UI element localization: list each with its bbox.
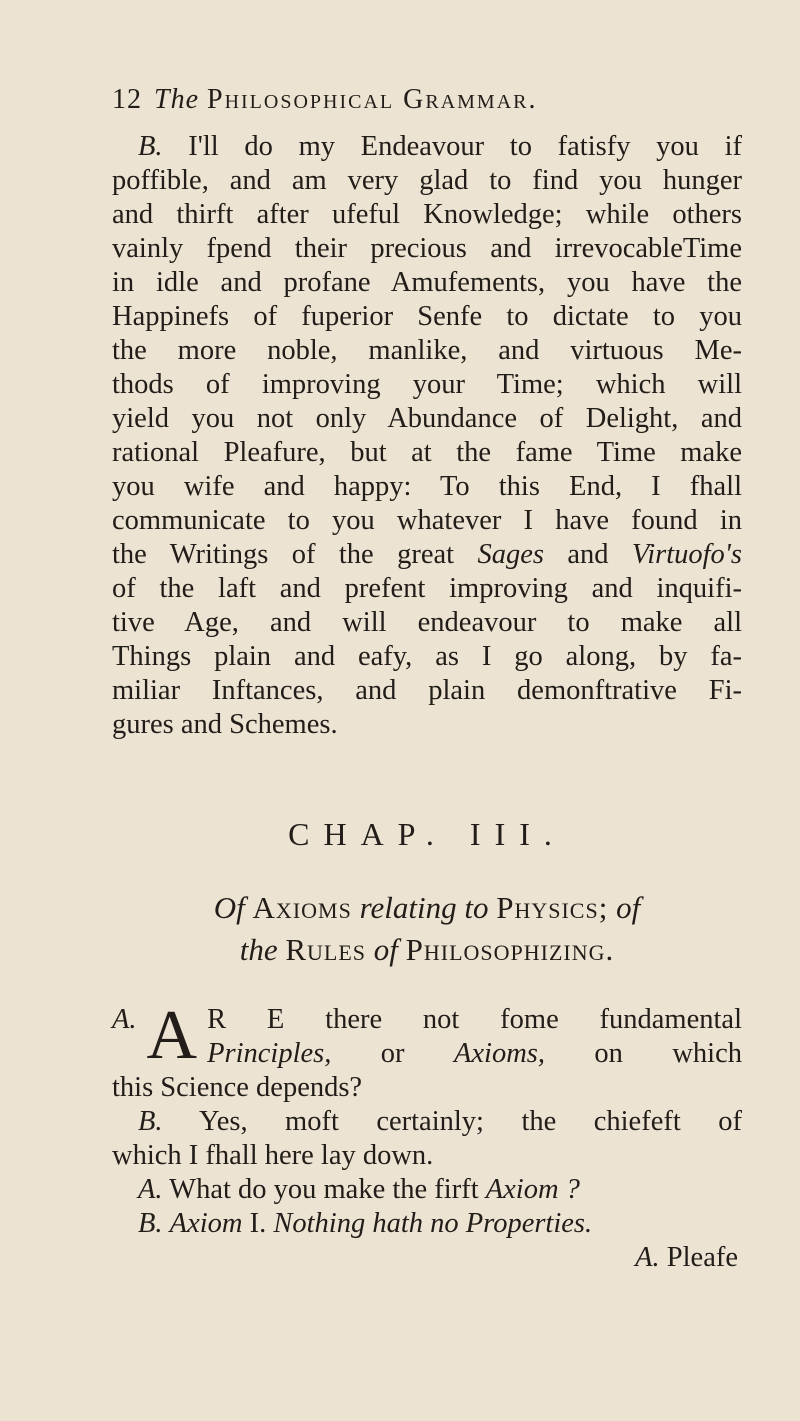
text-line: the more noble, manlike, and virtuous Me- (112, 335, 742, 366)
question-a1 (112, 997, 742, 1105)
italic-principles: Principles, (207, 1038, 332, 1069)
speaker-label: A. (635, 1242, 660, 1273)
heading-physics: Physics; (496, 890, 609, 925)
line-text: the Writings of the great (112, 539, 478, 570)
heading-of: Of (213, 890, 245, 925)
line-text: Yes, moft certainly; the chiefeft of (198, 1106, 742, 1137)
text-line: in idle and profane Amufements, you have the (112, 267, 742, 298)
text-line (112, 130, 742, 164)
chapter-heading (112, 887, 742, 971)
text-line: vainly fpend their precious and irrevocableTime (112, 233, 742, 264)
heading-philosophizing: Philosophizing. (405, 932, 615, 967)
line-text: R E there not fome fundamental (207, 1004, 742, 1035)
heading-rules: Rules (285, 932, 367, 967)
heading-line (112, 887, 742, 929)
italic-virtuosos: Virtuofo's (631, 539, 742, 570)
text-line: and thirft after ufeful Knowledge; while others (112, 199, 742, 230)
line-text: on which (545, 1038, 742, 1069)
text-line: which I fhall here lay down. (112, 1140, 434, 1171)
speaker-label: A. (138, 1174, 163, 1205)
chapter-label: CHAP. III. (288, 816, 566, 852)
text-line: you wife and happy: To this End, I fhall (112, 471, 742, 502)
drop-cap: A (146, 997, 198, 1074)
text-line: poffible, and am very glad to find you hunger (112, 165, 742, 196)
speaker-label: A. (112, 1004, 137, 1035)
text-line (112, 1037, 742, 1071)
text-line: of the laft and prefent improving and inquifi- (112, 573, 742, 604)
speaker-label: B. (138, 131, 163, 162)
dialogue-section (112, 997, 742, 1275)
catchword (112, 1241, 742, 1275)
heading-the: the (239, 932, 278, 967)
running-header (112, 84, 742, 116)
book-page (112, 84, 742, 1275)
heading-relating-to: relating to (359, 890, 489, 925)
text-line: yield you not only Abundance of Delight, and (112, 403, 742, 434)
speaker-label: B. (138, 1106, 163, 1137)
text-line: miliar Inftances, and plain demonftrative Fi- (112, 675, 742, 706)
text-line: rational Pleafure, but at the fame Time make (112, 437, 742, 468)
speaker-label: B. (138, 1208, 163, 1239)
line-text: I'll do my Endeavour to fatisfy you if (188, 131, 742, 162)
text-line: tive Age, and will endeavour to make all (112, 607, 742, 638)
italic-sages: Sages (477, 539, 544, 570)
answer-b1 (112, 1105, 742, 1173)
header-the: The (154, 84, 199, 115)
text-line (112, 1105, 742, 1139)
axiom-text: Nothing hath no Properties. (273, 1208, 593, 1239)
text-line: Things plain and eafy, as I go along, by fa- (112, 641, 742, 672)
question-a2 (112, 1173, 742, 1207)
answer-b2 (112, 1207, 742, 1241)
paragraph-b-reply (112, 130, 742, 742)
heading-of: of (373, 932, 398, 967)
heading-line (112, 929, 742, 971)
axiom-number: I. (242, 1208, 274, 1239)
text-line: this Science depends? (112, 1072, 363, 1103)
line-text: What do you make the firft (169, 1174, 486, 1205)
text-line: communicate to you whatever I have found in (112, 505, 742, 536)
italic-axiom: Axiom ? (485, 1174, 580, 1205)
text-line: Happinefs of fuperior Senfe to dictate to you (112, 301, 742, 332)
line-text: or (331, 1038, 454, 1069)
catchword-text: Pleafe (666, 1242, 738, 1273)
italic-axiom: Axiom (169, 1208, 243, 1239)
italic-axioms: Axioms, (453, 1038, 545, 1069)
text-line (112, 1207, 742, 1241)
text-line: gures and Schemes. (112, 709, 338, 740)
line-text: and (543, 539, 632, 570)
header-title: Philosophical Grammar. (207, 84, 538, 115)
heading-axioms: Axioms (252, 890, 352, 925)
heading-of: of (616, 890, 641, 925)
page-number: 12 (112, 84, 142, 115)
text-line (112, 1173, 742, 1207)
text-line: thods of improving your Time; which will (112, 369, 742, 400)
text-line (112, 538, 742, 572)
